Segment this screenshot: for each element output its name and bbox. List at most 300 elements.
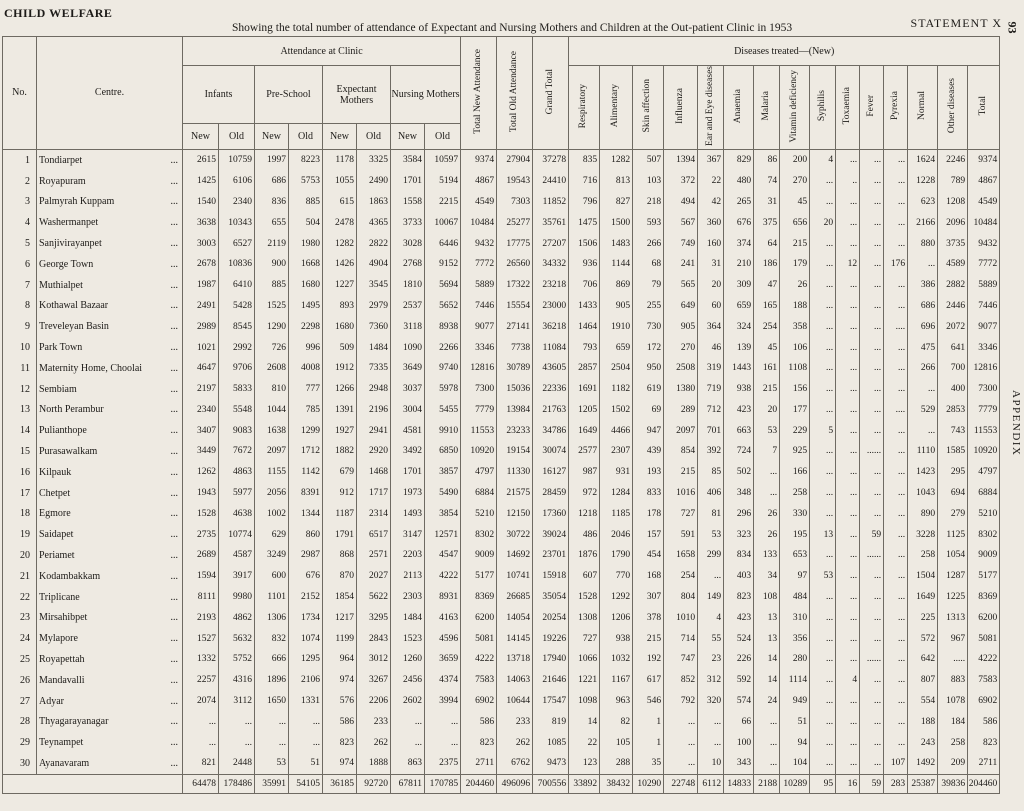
table-cell: ... (664, 711, 698, 732)
table-cell: 4904 (357, 254, 391, 275)
table-cell: 17322 (497, 275, 533, 296)
table-cell: 863 (391, 753, 425, 774)
total-cell: 54105 (289, 774, 323, 793)
table-cell: 546 (633, 691, 664, 712)
table-cell: 295 (938, 462, 968, 483)
table-cell: 6106 (219, 171, 255, 192)
table-cell: 1085 (533, 732, 569, 753)
table-cell: 724 (724, 441, 754, 462)
table-cell: 1492 (908, 753, 938, 774)
table-cell: 149 (698, 587, 724, 608)
table-cell: ... (836, 732, 860, 753)
table-cell: 4797 (461, 462, 497, 483)
centre-name-text: North Perambur (39, 404, 104, 416)
col-disease-4: Ear and Eye diseases (698, 66, 724, 150)
leader-dots: ... (170, 570, 178, 582)
table-row (3, 607, 1000, 628)
table-row (3, 275, 1000, 296)
col-total-new: Total New Attendance (461, 37, 497, 150)
table-cell: 2056 (255, 483, 289, 504)
table-cell: 4 (698, 607, 724, 628)
centre-name (37, 503, 183, 524)
row-number: 5 (3, 233, 37, 254)
table-cell: 4008 (289, 358, 323, 379)
table-cell: 31 (754, 192, 780, 213)
table-cell: 4797 (968, 462, 1000, 483)
row-number: 21 (3, 566, 37, 587)
table-cell: 1344 (289, 503, 323, 524)
centre-name (37, 337, 183, 358)
table-cell: ... (810, 379, 836, 400)
total-cell: 25387 (908, 774, 938, 793)
table-cell: ... (860, 691, 884, 712)
table-cell: 133 (754, 545, 780, 566)
table-cell: 1863 (357, 192, 391, 213)
centre-name (37, 524, 183, 545)
table-cell: 9077 (968, 316, 1000, 337)
table-cell: 1649 (569, 420, 600, 441)
leader-dots: ... (170, 175, 178, 187)
table-cell: 1282 (323, 233, 357, 254)
table-cell: ... (664, 753, 698, 774)
table-cell: ... (836, 711, 860, 732)
table-cell: 2504 (600, 358, 633, 379)
table-cell: 8111 (183, 587, 219, 608)
table-cell: 823 (323, 732, 357, 753)
table-cell: ... (860, 670, 884, 691)
table-cell: 34 (754, 566, 780, 587)
table-cell: 1282 (600, 149, 633, 170)
table-cell: 4587 (219, 545, 255, 566)
centre-name-text: Pulianthope (39, 425, 87, 437)
table-cell: ... (884, 732, 908, 753)
table-cell: ... (860, 607, 884, 628)
table-cell: 3325 (357, 149, 391, 170)
table-cell: 509 (323, 337, 357, 358)
table-cell: 14692 (497, 545, 533, 566)
table-cell: 10067 (425, 212, 461, 233)
col-disease-10: Fever (860, 66, 884, 150)
header-left: CHILD WELFARE (4, 6, 113, 20)
centre-name (37, 379, 183, 400)
table-cell: 2096 (938, 212, 968, 233)
table-cell: 3004 (391, 400, 425, 421)
table-cell: ... (810, 296, 836, 317)
table-cell: 1228 (908, 171, 938, 192)
table-cell: 2678 (183, 254, 219, 275)
table-cell: 1717 (357, 483, 391, 504)
table-cell: 1680 (289, 275, 323, 296)
table-cell: 586 (461, 711, 497, 732)
table-cell: ... (836, 587, 860, 608)
table-cell: 47 (754, 275, 780, 296)
table-cell: 1790 (600, 545, 633, 566)
table-cell: 5177 (968, 566, 1000, 587)
centre-name (37, 462, 183, 483)
table-cell: 3492 (391, 441, 425, 462)
row-number: 24 (3, 628, 37, 649)
table-cell: ... (810, 171, 836, 192)
centre-name-text: Mirsahibpet (39, 612, 88, 624)
table-cell: 607 (569, 566, 600, 587)
table-cell: ... (810, 649, 836, 670)
table-cell: ... (860, 483, 884, 504)
table-cell: 6446 (425, 233, 461, 254)
table-cell: 39024 (533, 524, 569, 545)
table-cell: 6517 (357, 524, 391, 545)
row-number: 23 (3, 607, 37, 628)
table-cell: 1876 (569, 545, 600, 566)
table-cell: 5210 (968, 503, 1000, 524)
centre-name-text: Sanjivirayanpet (39, 238, 102, 250)
table-cell: 5455 (425, 400, 461, 421)
table-cell: 343 (724, 753, 754, 774)
table-cell: 10741 (497, 566, 533, 587)
table-cell: ... (884, 462, 908, 483)
table-cell: ...... (860, 649, 884, 670)
table-cell: 30722 (497, 524, 533, 545)
table-cell: 192 (633, 649, 664, 670)
table-cell: 2843 (357, 628, 391, 649)
total-cell: 95 (810, 774, 836, 793)
table-cell: 2478 (323, 212, 357, 233)
table-cell: ... (884, 441, 908, 462)
table-cell: 8931 (425, 587, 461, 608)
centre-name-text: Thyagarayanagar (39, 716, 109, 728)
table-cell: 53 (754, 420, 780, 441)
table-cell: 1066 (569, 649, 600, 670)
table-cell: 2215 (425, 192, 461, 213)
table-cell: ... (860, 400, 884, 421)
table-cell: ... (860, 233, 884, 254)
table-cell: 218 (633, 192, 664, 213)
table-cell: 45 (780, 192, 810, 213)
table-cell: 1426 (323, 254, 357, 275)
table-cell: 42 (698, 192, 724, 213)
table-cell: ... (754, 753, 780, 774)
table-cell: 1266 (323, 379, 357, 400)
table-cell: 3659 (425, 649, 461, 670)
table-cell: 2608 (255, 358, 289, 379)
table-cell: 254 (754, 316, 780, 337)
leader-dots: ... (170, 196, 178, 208)
table-cell: 188 (780, 296, 810, 317)
table-cell: ... (810, 400, 836, 421)
table-cell: 55 (698, 628, 724, 649)
table-cell: 5652 (425, 296, 461, 317)
table-cell: 6884 (461, 483, 497, 504)
table-cell: 1199 (323, 628, 357, 649)
total-cell: 204460 (968, 774, 1000, 793)
centre-name-text: Mylapore (39, 633, 78, 645)
table-cell: 2948 (357, 379, 391, 400)
table-cell: 615 (323, 192, 357, 213)
leader-dots: ... (170, 404, 178, 416)
centre-name (37, 233, 183, 254)
table-cell: 86 (754, 149, 780, 170)
table-cell: 2097 (255, 441, 289, 462)
col-disease-9: Toxaemia (836, 66, 860, 150)
table-cell: ... (884, 192, 908, 213)
table-cell: 1292 (600, 587, 633, 608)
table-cell: 5632 (219, 628, 255, 649)
table-cell: 3449 (183, 441, 219, 462)
table-cell: 3735 (938, 233, 968, 254)
table-cell: 161 (754, 358, 780, 379)
table-cell: 21575 (497, 483, 533, 504)
table-cell: 1290 (255, 316, 289, 337)
table-cell: ... (884, 337, 908, 358)
table-cell: 666 (255, 649, 289, 670)
table-cell: 823 (968, 732, 1000, 753)
table-row (3, 545, 1000, 566)
table-cell: 374 (724, 233, 754, 254)
table-cell: 967 (938, 628, 968, 649)
table-cell: 26 (754, 524, 780, 545)
table-cell: 255 (633, 296, 664, 317)
table-cell: 1527 (183, 628, 219, 649)
table-cell: ... (860, 149, 884, 170)
table-cell: 554 (908, 691, 938, 712)
centre-name (37, 275, 183, 296)
table-cell: 1523 (391, 628, 425, 649)
table-cell: 31 (698, 254, 724, 275)
table-cell: 890 (908, 503, 938, 524)
table-cell: 100 (724, 732, 754, 753)
table-cell: 1504 (908, 566, 938, 587)
table-cell: 11852 (533, 192, 569, 213)
table-cell: 17940 (533, 649, 569, 670)
table-cell: 1791 (323, 524, 357, 545)
table-cell: 15036 (497, 379, 533, 400)
table-cell: 1078 (938, 691, 968, 712)
table-cell: 9374 (461, 149, 497, 170)
table-cell: 804 (664, 587, 698, 608)
table-row (3, 691, 1000, 712)
table-cell: 642 (908, 649, 938, 670)
centre-name-text: Park Town (39, 342, 83, 353)
table-cell: 1475 (569, 212, 600, 233)
centre-name-text: Kilpauk (39, 466, 72, 478)
table-cell: 17360 (533, 503, 569, 524)
totals-label-cell (3, 774, 183, 793)
centre-name-text: Muthialpet (39, 279, 83, 291)
col-attendance: Attendance at Clinic (183, 37, 461, 66)
table-row (3, 254, 1000, 275)
table-cell: ... (810, 691, 836, 712)
centre-name (37, 316, 183, 337)
table-cell: 821 (183, 753, 219, 774)
table-cell: 4638 (219, 503, 255, 524)
table-cell: 367 (698, 149, 724, 170)
table-cell: 266 (908, 358, 938, 379)
col-preschool: Pre-School (255, 66, 323, 124)
table-cell: ... (884, 296, 908, 317)
table-cell: ... (884, 691, 908, 712)
centre-name (37, 670, 183, 691)
table-cell: .... (884, 400, 908, 421)
centre-name (37, 711, 183, 732)
table-cell: 20254 (533, 607, 569, 628)
table-cell: 854 (664, 441, 698, 462)
table-cell: 26685 (497, 587, 533, 608)
total-cell: 16 (836, 774, 860, 793)
table-cell: 85 (698, 462, 724, 483)
table-cell: 1114 (780, 670, 810, 691)
centre-name (37, 212, 183, 233)
leader-dots: ... (170, 695, 178, 707)
table-cell: 900 (255, 254, 289, 275)
table-cell: 53 (698, 524, 724, 545)
table-cell: 1299 (289, 420, 323, 441)
table-cell: 81 (698, 503, 724, 524)
table-cell: 225 (908, 607, 938, 628)
table-cell: 35054 (533, 587, 569, 608)
table-cell: 885 (289, 192, 323, 213)
table-cell: 1002 (255, 503, 289, 524)
row-number: 8 (3, 296, 37, 317)
col-centre: Centre. (37, 37, 183, 150)
table-cell: 13718 (497, 649, 533, 670)
table-cell: 905 (600, 296, 633, 317)
table-cell: 403 (724, 566, 754, 587)
col-grand-total: Grand Total (533, 37, 569, 150)
row-number: 9 (3, 316, 37, 337)
centre-name (37, 566, 183, 587)
leader-dots: ... (170, 154, 178, 166)
table-cell: 59 (860, 524, 884, 545)
table-cell: 386 (908, 275, 938, 296)
table-cell: 7446 (968, 296, 1000, 317)
table-cell: 11330 (497, 462, 533, 483)
row-number: 16 (3, 462, 37, 483)
table-cell: 243 (908, 732, 938, 753)
table-cell: 323 (724, 524, 754, 545)
centre-name (37, 607, 183, 628)
table-cell: ... (884, 379, 908, 400)
row-number: 4 (3, 212, 37, 233)
table-cell: 360 (698, 212, 724, 233)
table-cell: 504 (289, 212, 323, 233)
row-number: 1 (3, 149, 37, 170)
row-number: 30 (3, 753, 37, 774)
table-cell: 12 (836, 254, 860, 275)
table-cell: 2072 (938, 316, 968, 337)
table-cell: 6902 (461, 691, 497, 712)
table-cell: 4222 (461, 649, 497, 670)
table-cell: 4863 (219, 462, 255, 483)
table-cell: 574 (724, 691, 754, 712)
table-cell: 3638 (183, 212, 219, 233)
table-cell: ... (810, 587, 836, 608)
table-cell: 27904 (497, 149, 533, 170)
table-cell: 4 (810, 149, 836, 170)
table-cell: 356 (780, 628, 810, 649)
table-cell: 1098 (569, 691, 600, 712)
table-cell: 792 (664, 691, 698, 712)
table-cell: 4365 (357, 212, 391, 233)
table-cell: 1101 (255, 587, 289, 608)
table-cell: 832 (255, 628, 289, 649)
table-cell: 819 (533, 711, 569, 732)
page-number: 93 (1005, 21, 1020, 34)
table-cell: 5694 (425, 275, 461, 296)
table-cell: 11084 (533, 337, 569, 358)
table-cell: ... (884, 628, 908, 649)
table-cell: 1423 (908, 462, 938, 483)
table-cell: 8223 (289, 149, 323, 170)
table-cell: 364 (698, 316, 724, 337)
table-cell: 1308 (569, 607, 600, 628)
table-cell: 747 (664, 649, 698, 670)
total-cell: 178486 (219, 774, 255, 793)
table-cell: 20 (810, 212, 836, 233)
table-cell: 7300 (461, 379, 497, 400)
table-row (3, 649, 1000, 670)
centre-name (37, 296, 183, 317)
table-cell: ... (884, 649, 908, 670)
table-cell: ... (810, 753, 836, 774)
table-cell: 1155 (255, 462, 289, 483)
row-number: 26 (3, 670, 37, 691)
centre-name (37, 400, 183, 421)
table-cell: 229 (780, 420, 810, 441)
table-cell: ... (664, 732, 698, 753)
table-cell: 617 (633, 670, 664, 691)
table-cell: ... (860, 171, 884, 192)
centre-name-text: Triplicane (39, 591, 80, 603)
table-cell: .... (884, 316, 908, 337)
leader-dots: ... (170, 217, 178, 229)
col-disease-11: Pyrexia (884, 66, 908, 150)
table-cell: 4374 (425, 670, 461, 691)
table-cell: 166 (780, 462, 810, 483)
table-cell: 2602 (391, 691, 425, 712)
table-row (3, 192, 1000, 213)
table-cell: 1987 (183, 275, 219, 296)
table-cell: 1493 (391, 503, 425, 524)
table-cell: 1010 (664, 607, 698, 628)
table-cell: 4862 (219, 607, 255, 628)
table-cell: 4589 (938, 254, 968, 275)
total-cell: 36185 (323, 774, 357, 793)
table-cell: 1313 (938, 607, 968, 628)
centre-name-text: Ayanavaram (39, 757, 90, 769)
table-cell: 860 (289, 524, 323, 545)
table-row (3, 483, 1000, 504)
table-cell: 1306 (255, 607, 289, 628)
table-cell: ... (810, 483, 836, 504)
col-disease-1: Alimentary (600, 66, 633, 150)
table-cell: 1540 (183, 192, 219, 213)
table-cell: 5194 (425, 171, 461, 192)
table-cell: 2074 (183, 691, 219, 712)
table-cell: 5081 (968, 628, 1000, 649)
table-cell: 233 (357, 711, 391, 732)
table-cell: 400 (938, 379, 968, 400)
table-cell: 51 (780, 711, 810, 732)
leader-dots: ... (170, 529, 178, 541)
total-cell: 170785 (425, 774, 461, 793)
table-cell: 14145 (497, 628, 533, 649)
table-cell: 179 (780, 254, 810, 275)
table-cell: ... (810, 462, 836, 483)
table-cell: 43605 (533, 358, 569, 379)
table-cell: 619 (633, 379, 664, 400)
table-cell: 262 (497, 732, 533, 753)
table-cell: 51 (289, 753, 323, 774)
table-cell: ... (391, 711, 425, 732)
